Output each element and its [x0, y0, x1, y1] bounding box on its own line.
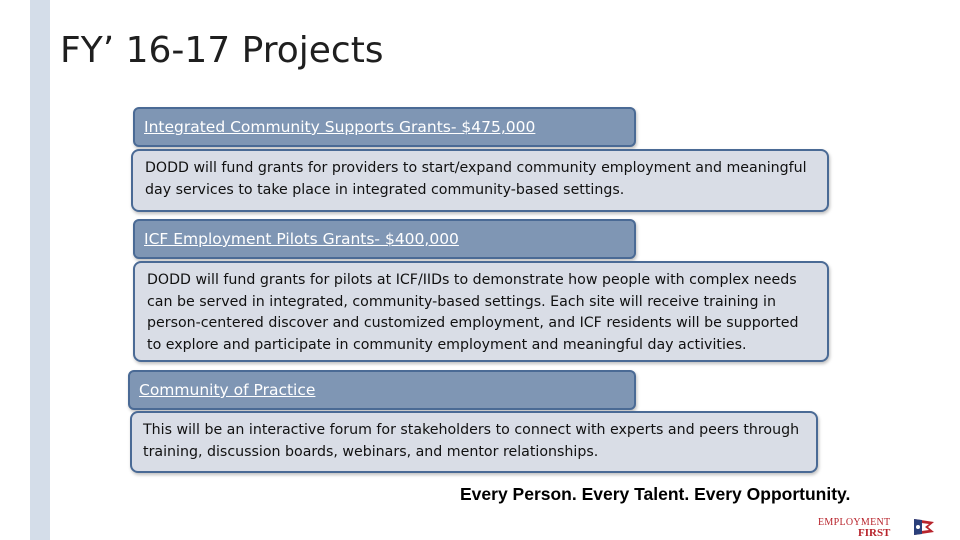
logo-text-first: FIRST [858, 527, 891, 539]
section-body-community-of-practice: This will be an interactive forum for stakeholders to connect with experts and peers through training, discussion boards, webinars, and mentor relationships. [130, 411, 818, 473]
decorative-left-bar [30, 0, 50, 540]
logo-text-employment: EMPLOYMENT [818, 517, 891, 528]
section-body-integrated-community: DODD will fund grants for providers to start/expand community employment and meaningful day services to take place in integrated community-based settings. [131, 149, 829, 212]
tagline: Every Person. Every Talent. Every Opportunity. [460, 484, 851, 504]
section-heading-integrated-community[interactable]: Integrated Community Supports Grants- $475,000 [133, 107, 636, 147]
section-heading-icf-employment[interactable]: ICF Employment Pilots Grants- $400,000 [133, 219, 636, 259]
ohio-flag-icon [914, 519, 934, 535]
slide-title: FY’ 16-17 Projects [60, 30, 384, 71]
employment-first-logo [818, 517, 936, 539]
section-heading-community-of-practice[interactable]: Community of Practice [128, 370, 636, 410]
section-body-icf-employment: DODD will fund grants for pilots at ICF/IIDs to demonstrate how people with complex needs can be served in integrated, community-based settings. Each site will receive training in person-centered discover and customized employment, and ICF residents will be supported to explore and participate in community employment and meaningful day activities. [133, 261, 829, 362]
